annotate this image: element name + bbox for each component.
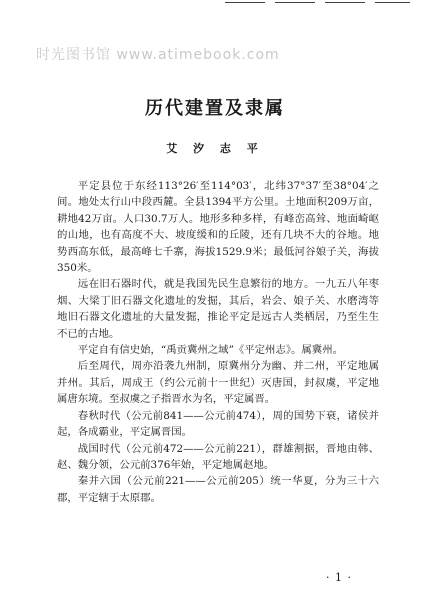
article-title: 历代建置及隶属: [145, 98, 285, 119]
paragraph: 后至周代，周亦沿袭九州制，原冀州分为幽、并二州，平定地属并州。其后，周成王（约公元前十一世纪）灭唐国，封叔虞，平定地属唐东境。至叔虞之子指晋水为名，平定属晋。: [57, 360, 379, 406]
watermark: 时光图书馆 www.atimebook.com: [36, 47, 280, 63]
article-body: [57, 178, 379, 506]
article-author: 艾 汐 志 平: [166, 142, 264, 155]
paragraph: 平定县位于东经113°26′至114°03′，北纬37°37′至38°04′之间。地处太行山中段西麓。全县1394平方公里。土地面积209万亩，耕地42万亩。人口30.7万人。地形多种多样，有峰峦高耸、地面崎岖的山地，也有高度不大、坡度缓和的丘陵，还有几块不大的谷地。地势西高东低，最高峰七千寨，海拔1529.9米；最低河谷娘子关，海拔350米。: [57, 180, 379, 275]
paragraph: 远在旧石器时代，就是我国先民生息繁衍的地方。一九五八年枣烟、大梁丁旧石器文化遗址的发掘，其后，岩会、娘子关、水磨湾等地旧石器文化遗址的大量发掘，推论平定是远古人类栖居，乃至生生不已的古地。: [57, 278, 379, 340]
paragraph: 春秋时代（公元前841——公元前474），周的国势下衰，诸侯并起，各成霸业，平定属晋国。: [57, 409, 379, 439]
paragraph: 平定自有信史始，“禹贡冀州之域”《平定州志》。属冀州。: [77, 344, 343, 357]
top-rule: [325, 2, 365, 3]
top-rule: [375, 2, 410, 3]
paragraph: 战国时代（公元前472——公元前221），群雄割据，晋地由韩、赵、魏分领，公元前376年始，平定地属赵地。: [57, 442, 379, 471]
top-rule: [225, 2, 265, 3]
top-rule: [275, 2, 315, 3]
page-number: · 1 ·: [326, 571, 352, 584]
paragraph: 秦并六国（公元前221——公元前205）统一华夏，分为三十六郡，平定辖于太原郡。: [57, 475, 379, 504]
